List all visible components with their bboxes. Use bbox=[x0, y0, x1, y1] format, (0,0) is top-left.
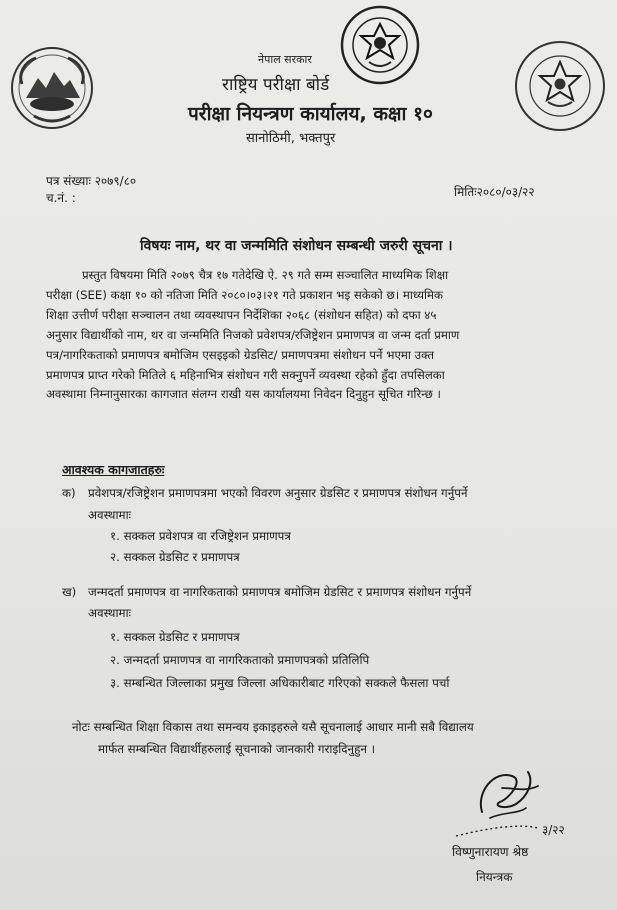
body-line: शिक्षा उत्तीर्ण परीक्षा सञ्चालन तथा व्यवस्थापन निर्देशिका २०६८ (संशोधन सहित) को दफा ४५ bbox=[46, 307, 437, 322]
requirement-a-text: प्रवेशपत्र/रजिष्ट्रेशन प्रमाणपत्रमा भएको विवरण अनुसार ग्रेडसिट र प्रमाणपत्र संशोधन गर्नुपर्ने bbox=[88, 486, 468, 500]
required-documents-heading: आवश्यक कागजातहरुः bbox=[62, 462, 165, 477]
requirement-a-item: १. सक्कल प्रवेशपत्र वा रजिष्ट्रेशन प्रमाणपत्र bbox=[110, 529, 291, 543]
notice-body bbox=[46, 266, 586, 405]
requirement-a-label: क) bbox=[62, 486, 76, 500]
requirement-b-item: १. सक्कल ग्रेडसिट र प्रमाणपत्र bbox=[110, 630, 240, 644]
office-name: परीक्षा नियन्त्रण कार्यालय, कक्षा १० bbox=[188, 103, 433, 125]
body-line: अवस्थामा निम्नानुसारका कागजात संलग्न राखी यस कार्यालयमा निवेदन दिनुहुन सूचित गरिन्छ । bbox=[46, 387, 441, 402]
reference-number: पत्र संख्याः २०७९/८० bbox=[46, 174, 137, 188]
note-line: नोटः सम्बन्धित शिक्षा विकास तथा समन्वय इकाइहरुले यसै सूचनालाई आधार मानी सबै विद्यालय bbox=[72, 720, 474, 734]
office-address: सानोठिमी, भक्तपुर bbox=[246, 131, 336, 146]
requirement-b-item: ३. सम्बन्धित जिल्लाका प्रमुख जिल्ला अधिकारीबाट गरिएको सक्कले फैसला पर्चा bbox=[110, 676, 450, 690]
requirement-b-text-cont: अवस्थामाः bbox=[88, 606, 132, 620]
requirement-b-text: जन्मदर्ता प्रमाणपत्र वा नागरिकताको प्रमाणपत्र बमोजिम ग्रेडसिट र प्रमाणपत्र संशोधन गर्नुपर्ने bbox=[88, 585, 472, 599]
body-line: पत्र/नागरिकताको प्रमाणपत्र बमोजिम एसइइको ग्रेडसिट/ प्रमाणपत्रमा संशोधन पर्ने भएमा उक्त bbox=[46, 347, 434, 362]
body-line: परीक्षा (SEE) कक्षा १० को नतिजा मिति २०८०।०३।२१ गते प्रकाशन भइ सकेको छ। माध्यमिक bbox=[46, 287, 444, 302]
requirement-a-item: २. सक्कल ग्रेडसिट र प्रमाणपत्र bbox=[110, 550, 240, 564]
board-seal-right-icon bbox=[512, 38, 608, 134]
body-line: प्रमाणपत्र प्राप्त गरेको मितिले ६ महिनाभित्र संशोधन गरी सक्नुपर्ने व्यवस्था रहेको हुँदा तपसिलका bbox=[46, 367, 445, 382]
requirement-b-item: २. जन्मदर्ता प्रमाणपत्र वा नागरिकताको प्रमाणपत्रको प्रतिलिपि bbox=[110, 653, 370, 667]
government-label: नेपाल सरकार bbox=[258, 53, 312, 66]
signatory-name: विष्णुनारायण श्रेष्ठ bbox=[452, 845, 529, 859]
body-line: अनुसार विद्यार्थीको नाम, थर वा जन्ममिति निजको प्रवेशपत्र/रजिष्ट्रेशन प्रमाणपत्र वा जन्म दर्ता प्रमाण bbox=[46, 327, 460, 342]
dispatch-number: च.नं. : bbox=[46, 191, 76, 205]
handwritten-signature bbox=[442, 752, 592, 848]
requirement-b-label: ख) bbox=[62, 585, 77, 599]
body-line: प्रस्तुत विषयमा मिति २०७९ चैत्र १७ गतेदेखि ऐ. २९ गते सम्म सञ्चालित माध्यमिक शिक्षा bbox=[82, 268, 449, 282]
requirement-a-text-cont: अवस्थामाः bbox=[88, 508, 132, 522]
letter-date: मितिः२०८०/०३/२२ bbox=[454, 185, 535, 199]
board-name: राष्ट्रिय परीक्षा बोर्ड bbox=[222, 75, 330, 95]
nepal-government-emblem-icon bbox=[8, 44, 96, 132]
notice-subject: विषयः नाम, थर वा जन्ममिति संशोधन सम्बन्धी जरुरी सूचना । bbox=[140, 238, 453, 254]
signature-date: ३/२२ bbox=[542, 823, 565, 837]
note-line: मार्फत सम्बन्धित विद्यार्थीहरुलाई सूचनाको जानकारी गराइदिनुहुन । bbox=[98, 742, 376, 756]
board-seal-center-icon bbox=[339, 4, 421, 86]
signatory-title: नियन्त्रक bbox=[476, 870, 513, 884]
